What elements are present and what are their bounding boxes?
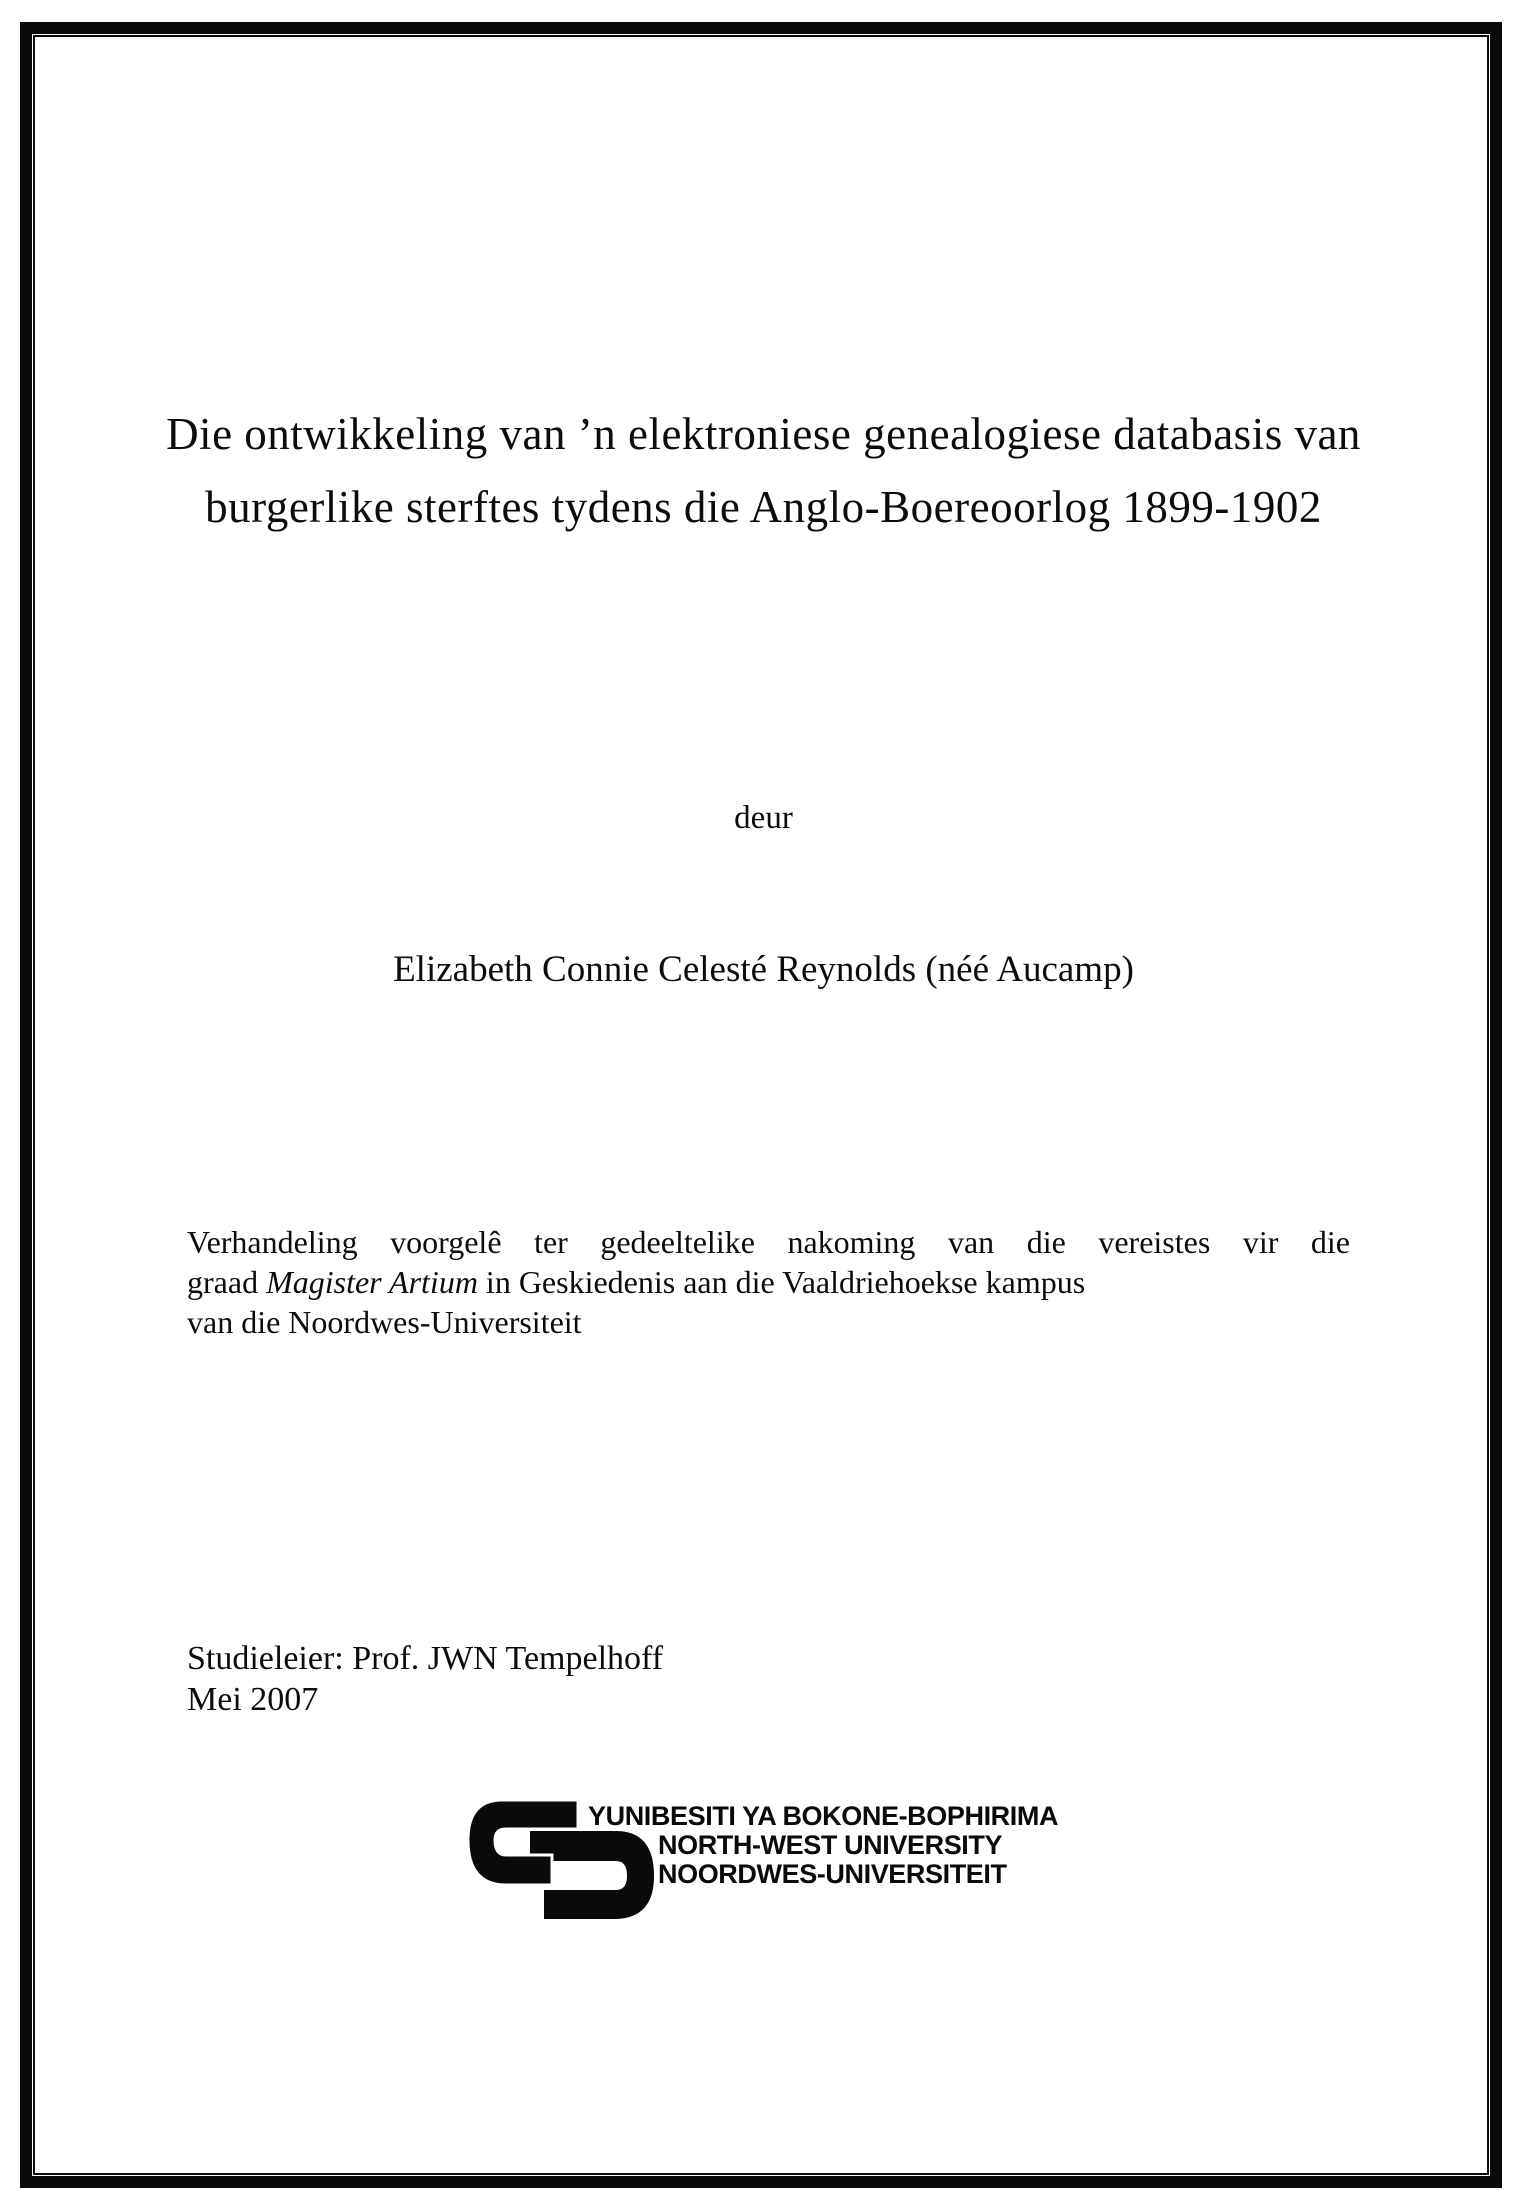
thesis-title-line2: burgerlike sterftes tydens die Anglo-Boereoorlog 1899-1902 (205, 482, 1322, 532)
degree-statement (187, 1222, 1350, 1342)
supervisor-line: Studieleier: Prof. JWN Tempelhoff (187, 1640, 664, 1677)
degree-statement-line3: van die Noordwes-Universiteit (187, 1304, 582, 1340)
degree-statement-line2 (187, 1262, 1350, 1302)
university-name-afrikaans: NOORDWES-UNIVERSITEIT (658, 1859, 1007, 1889)
university-name-setswana: YUNIBESITI YA BOKONE-BOPHIRIMA (588, 1801, 1059, 1831)
university-name-english: NORTH-WEST UNIVERSITY (658, 1830, 1003, 1860)
degree-statement-line2-before: graad (187, 1264, 267, 1300)
author-name: Elizabeth Connie Celesté Reynolds (néé Aucamp) (393, 949, 1134, 990)
university-logo (466, 1798, 1166, 1938)
university-logo-text (588, 1802, 1058, 1889)
byline: deur (734, 800, 793, 836)
thesis-title (0, 398, 1527, 544)
degree-statement-line2-after: in Geskiedenis aan die Vaaldriehoekse kampus (477, 1264, 1086, 1300)
degree-name: Magister Artium (266, 1264, 478, 1300)
supervisor-block (187, 1638, 663, 1720)
date-line: Mei 2007 (187, 1681, 319, 1718)
thesis-title-line1: Die ontwikkeling van ’n elektroniese genealogiese databasis van (166, 409, 1361, 459)
degree-statement-line1: Verhandeling voorgelê ter gedeeltelike nakoming van die vereistes vir die (187, 1224, 1350, 1260)
